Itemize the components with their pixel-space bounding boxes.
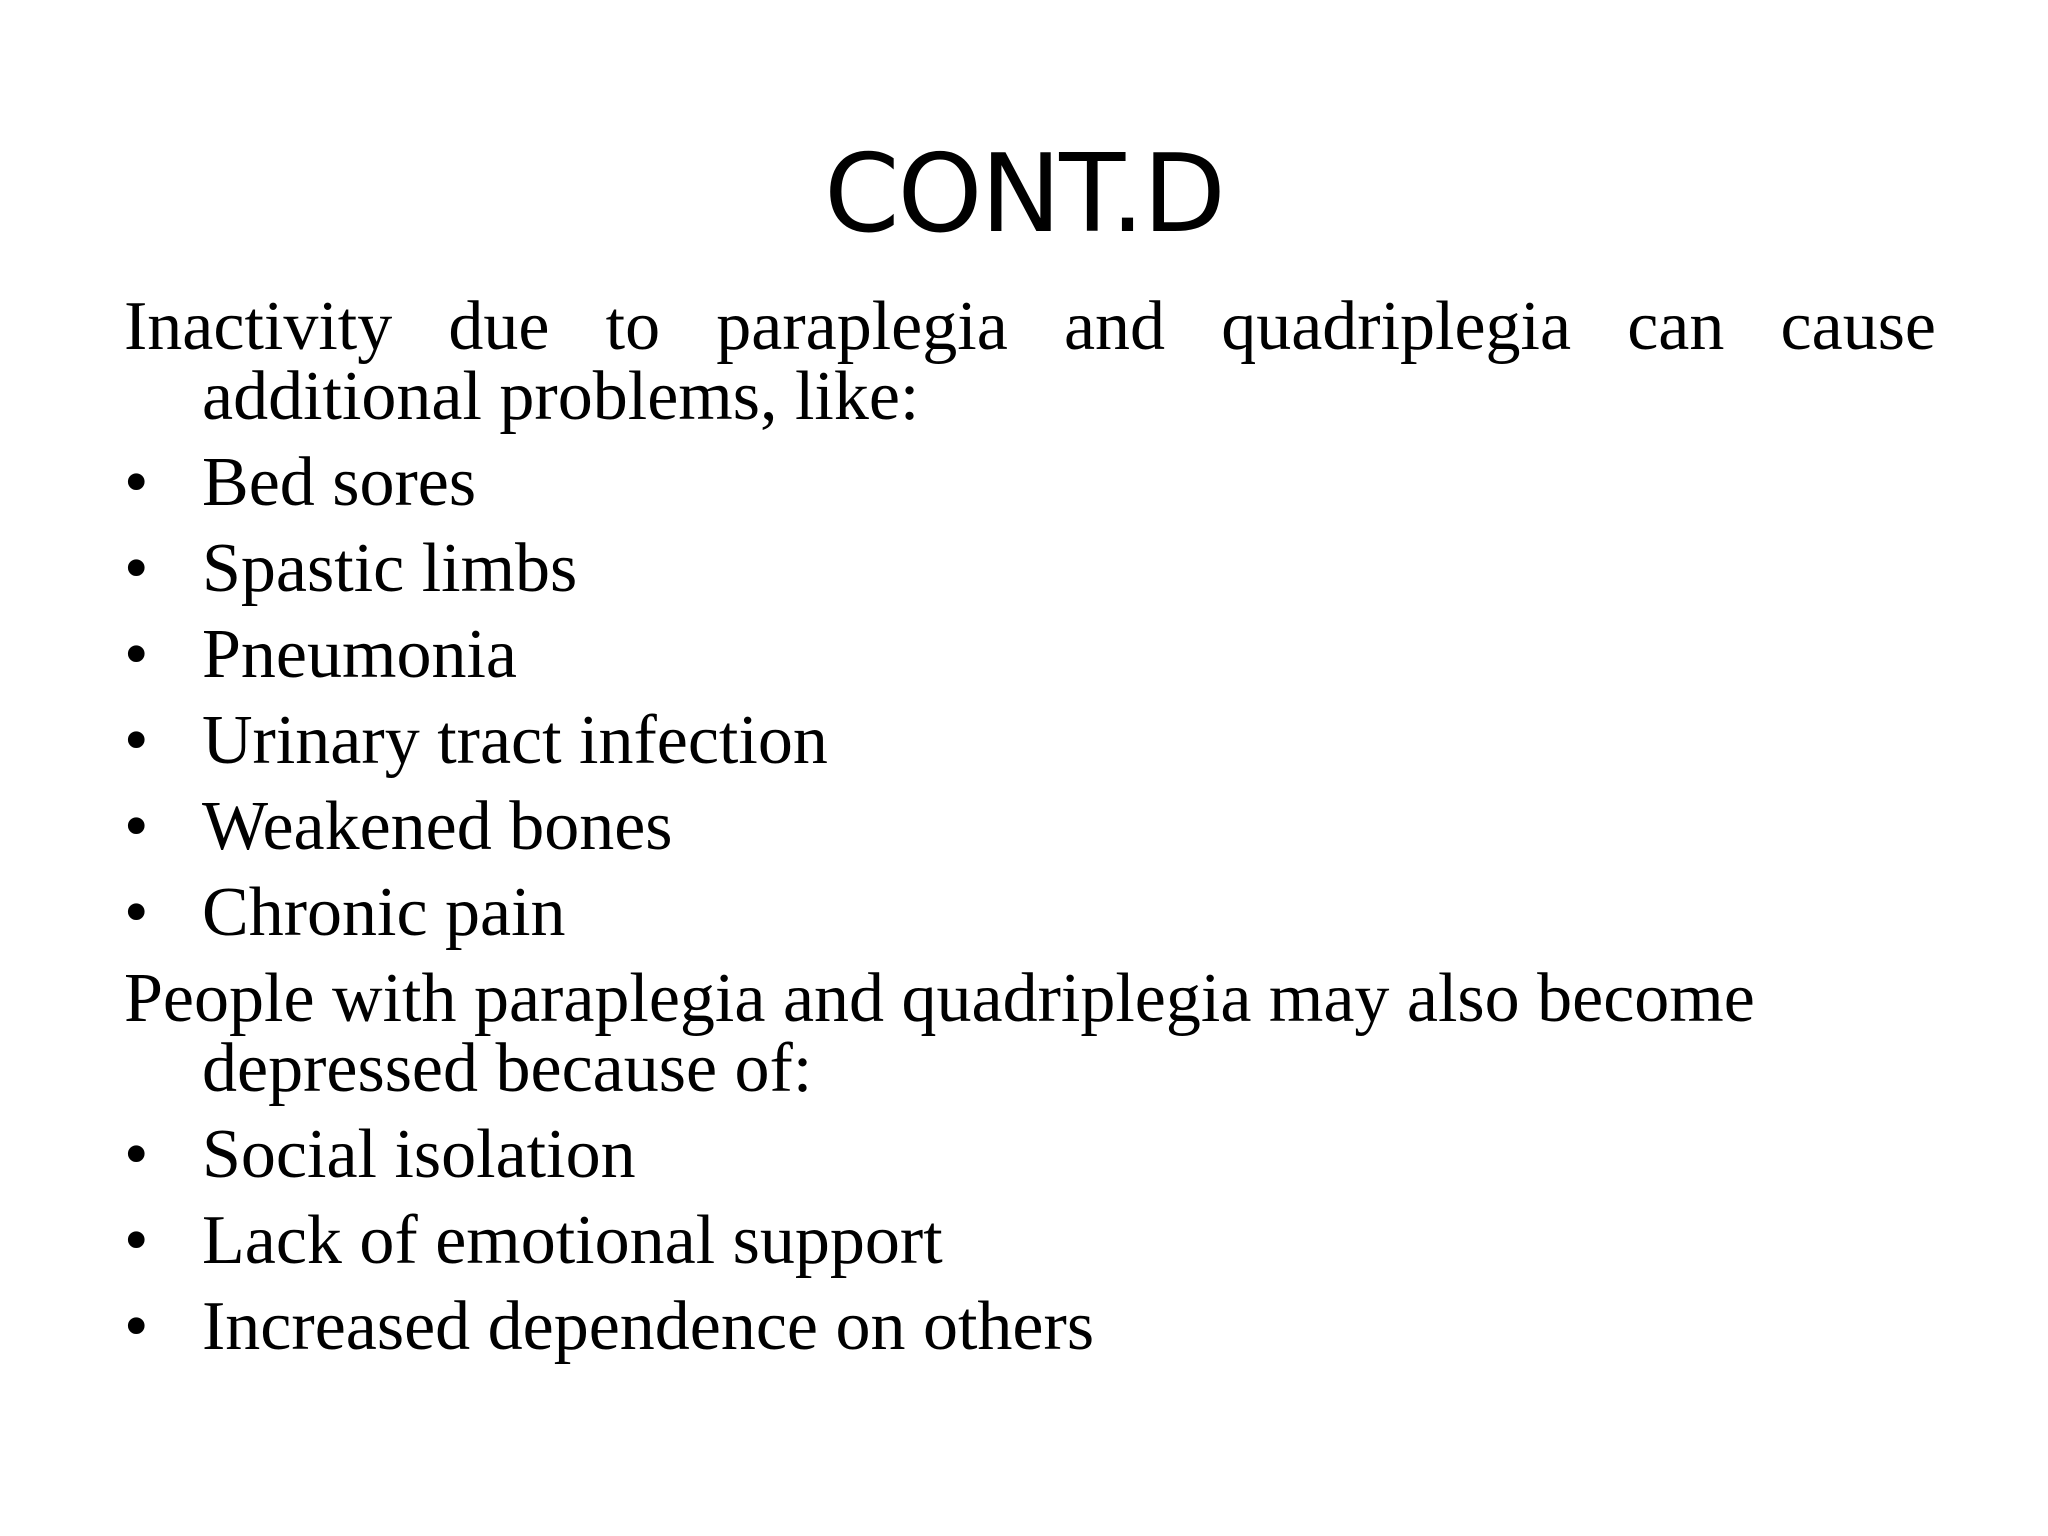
list-item [124,1202,1936,1279]
slide-body [124,288,1936,1378]
list-item-text: Chronic pain [202,874,566,951]
bullet-icon: • [124,530,149,607]
list-item-text: Social isolation [202,1116,636,1193]
bullet-icon: • [124,874,149,951]
list-item [124,616,1936,693]
list-item-text: Weakened bones [202,788,673,865]
intro-paragraph: Inactivity due to paraplegia and quadriplegia can cause additional problems, like: [124,288,1936,435]
list-item [124,788,1936,865]
list-item [124,1288,1936,1365]
list-item-text: Lack of emotional support [202,1202,943,1279]
list-item-text: Urinary tract infection [202,702,828,779]
bullet-icon: • [124,788,149,865]
bullet-icon: • [124,1202,149,1279]
bullet-icon: • [124,702,149,779]
slide-title: CONT.D [824,132,1224,257]
list-item-text: Increased dependence on others [202,1288,1095,1365]
bullet-icon: • [124,444,149,521]
bullet-icon: • [124,1288,149,1365]
list-item-text: Pneumonia [202,616,517,693]
list-item [124,530,1936,607]
list-item [124,1116,1936,1193]
depression-paragraph: People with paraplegia and quadriplegia may also become depressed because of: [124,960,1755,1107]
bullet-icon: • [124,1116,149,1193]
list-item [124,702,1936,779]
list-item-text: Bed sores [202,444,477,521]
list-item-text: Spastic limbs [202,530,578,607]
bullet-icon: • [124,616,149,693]
list-item [124,444,1936,521]
list-item [124,874,1936,951]
